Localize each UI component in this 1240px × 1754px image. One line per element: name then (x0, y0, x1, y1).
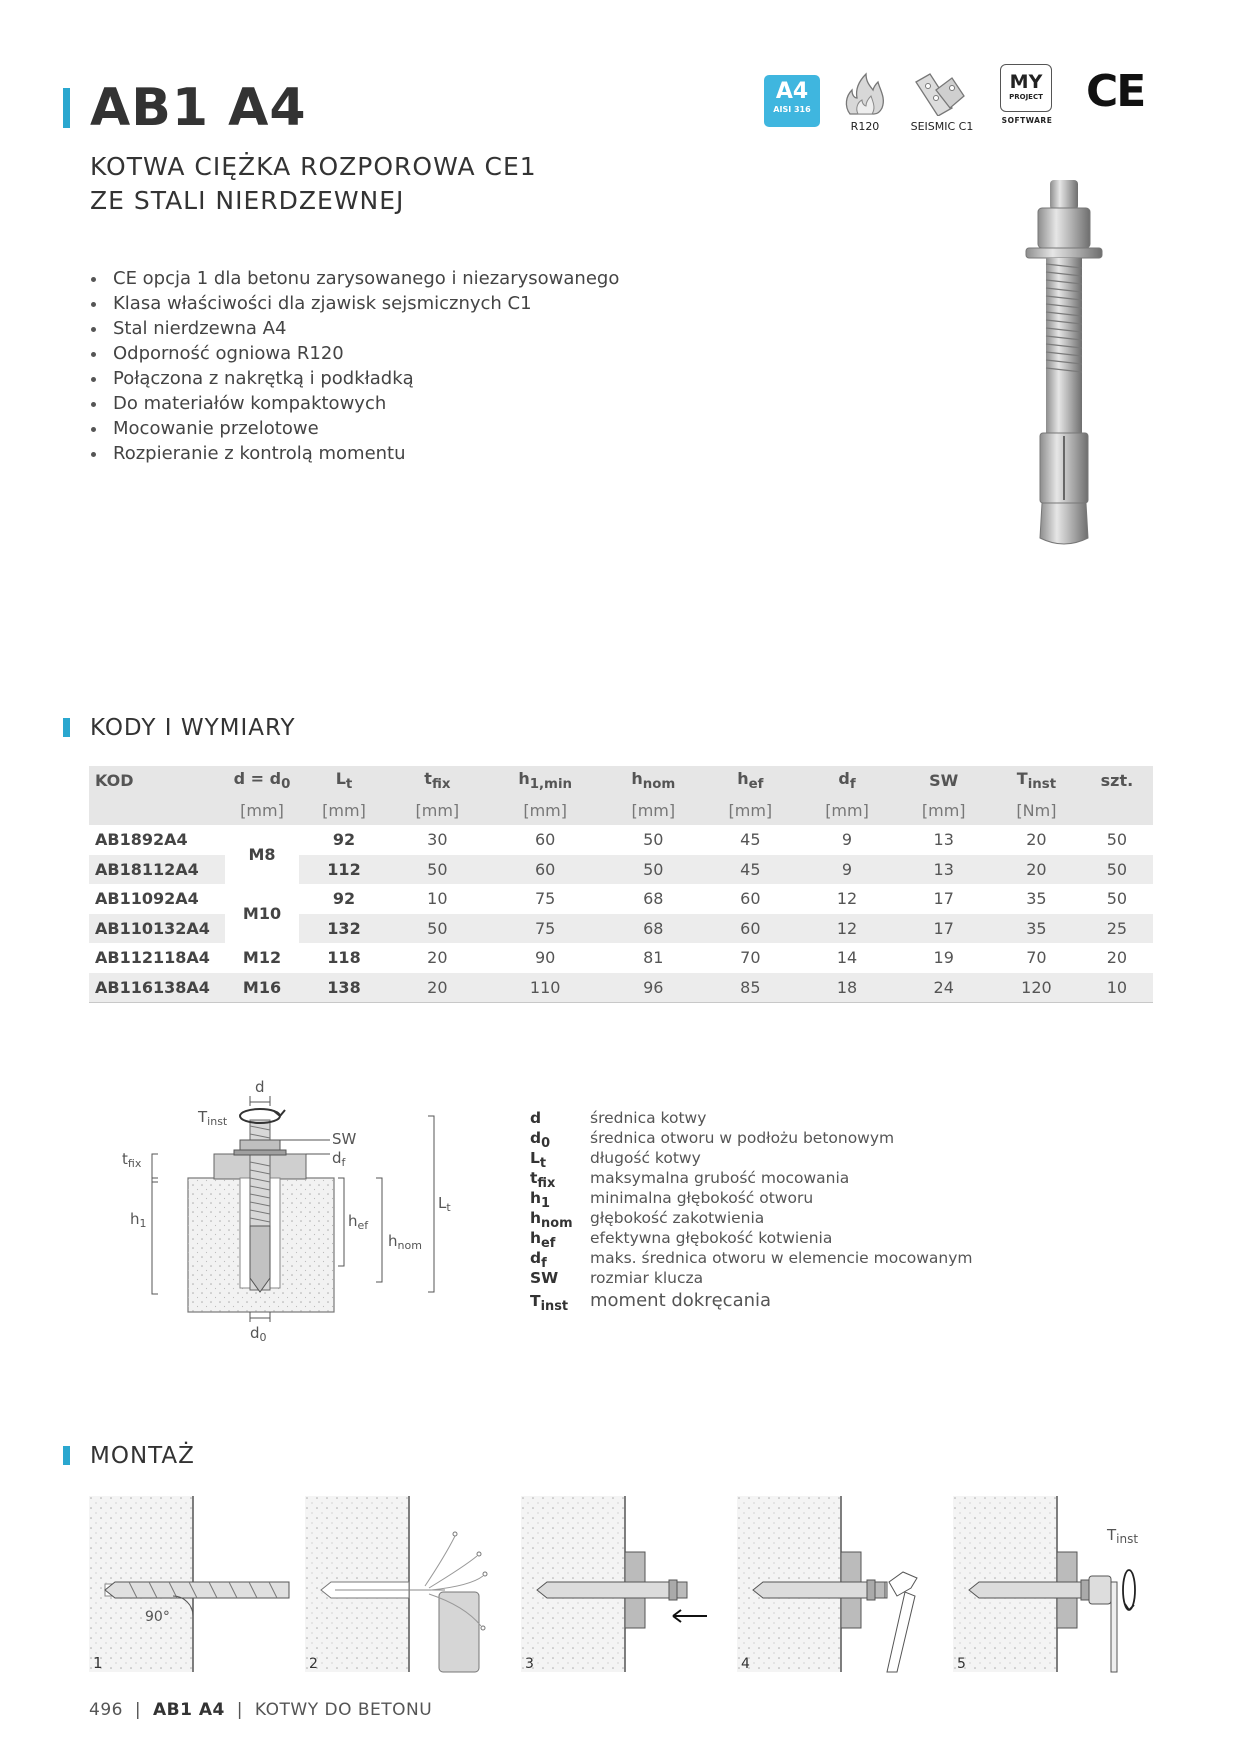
subtitle-line-2: ZE STALI NIERDZEWNEJ (90, 186, 405, 215)
unit-cell: [mm] (415, 800, 460, 820)
cell-sw: 19 (933, 948, 954, 968)
cell-tinst: 120 (992, 973, 1081, 1003)
cell-d: M12 (225, 943, 299, 973)
table-units-row (89, 796, 1153, 826)
codes-section-accent (63, 718, 70, 737)
header-h1min: $h_{1,min}$ (518, 769, 573, 793)
seismic-icon (906, 72, 978, 116)
cell-h1: 110 (486, 973, 605, 1003)
cell-tinst: 70 (1026, 948, 1047, 968)
tinst-label: $T_{inst}$ (1107, 1526, 1139, 1546)
cell-h1: 75 (534, 918, 556, 938)
header-lt: $L_t$ (335, 769, 353, 793)
cell-df: 14 (836, 948, 858, 968)
list-item: CE opcja 1 dla betonu zarysowanego i niezarysowanego (88, 266, 619, 291)
cell-h1: 90 (534, 948, 556, 968)
seismic-badge (906, 72, 978, 132)
cell-code: AB11092A4 (95, 889, 199, 909)
fire-badge (842, 72, 888, 132)
cell-hef: 60 (740, 918, 761, 938)
footer-product: AB1 A4 (153, 1700, 225, 1720)
cell-tfix: 20 (389, 973, 486, 1003)
header-d: $d = d_0$ (233, 769, 291, 793)
cell-tinst: 20 (1026, 859, 1047, 879)
label-d0: $d_0$ (250, 1324, 267, 1344)
cell-h1: 75 (534, 889, 556, 909)
table-row (89, 825, 1153, 855)
assembly-step-1 (89, 1496, 289, 1672)
cell-hnom: 50 (643, 830, 664, 850)
myproject-main: MY (1009, 71, 1043, 93)
header-kod: KOD (95, 771, 134, 791)
unit-cell: [mm] (825, 800, 869, 820)
codes-section-title: KODY I WYMIARY (90, 715, 296, 741)
cell-hnom: 68 (643, 918, 664, 938)
cell-hef: 85 (702, 973, 799, 1003)
label-tfix: $t_{fix}$ (122, 1150, 142, 1170)
cell-h1: 60 (534, 830, 556, 850)
legend-row: $t_{fix}$ maksymalna grubość mocowania (530, 1169, 850, 1192)
assembly-section-title: MONTAŻ (90, 1443, 195, 1469)
step-number: 3 (525, 1656, 534, 1672)
cell-sw: 13 (933, 830, 954, 850)
cell-tinst: 35 (1026, 889, 1047, 909)
cell-df: 18 (799, 973, 896, 1003)
header-tinst: $T_{inst}$ (1016, 769, 1057, 793)
cell-hef: 45 (740, 859, 761, 879)
label-hef: $h_{ef}$ (348, 1212, 369, 1232)
myproject-sub: SOFTWARE (1001, 116, 1053, 125)
codes-table (89, 766, 1153, 1003)
a4-badge (764, 75, 820, 127)
footer-separator: | (134, 1700, 142, 1720)
step-number: 5 (957, 1656, 966, 1672)
flame-icon (842, 72, 888, 116)
label-hnom: $h_{nom}$ (388, 1232, 422, 1252)
myproject-badge (1000, 64, 1054, 130)
cell-lt: 138 (299, 973, 389, 1003)
cell-sw: 13 (933, 859, 954, 879)
table-row (89, 973, 1153, 1003)
unit-cell: [mm] (631, 800, 676, 820)
myproject-logo (1000, 64, 1052, 112)
page-footer (89, 1700, 432, 1720)
cell-tinst: 35 (1026, 918, 1047, 938)
table-row (89, 884, 1153, 914)
header-hnom: $h_{nom}$ (631, 769, 676, 793)
cell-lt: 92 (332, 830, 356, 850)
cell-hnom: 96 (605, 973, 702, 1003)
cell-hnom: 68 (643, 889, 664, 909)
symbol-legend (530, 1108, 973, 1315)
cell-hef: 60 (740, 889, 761, 909)
cell-df: 12 (836, 889, 858, 909)
label-tinst: $T_{inst}$ (198, 1108, 228, 1128)
page-number: 496 (89, 1700, 123, 1720)
cell-qty: 10 (1081, 973, 1153, 1003)
ce-mark: CE (1086, 66, 1145, 117)
title-accent-bar (63, 88, 70, 128)
cell-df: 12 (836, 918, 858, 938)
cell-d: M10 (225, 884, 299, 943)
anchor-bolt-image (1004, 178, 1124, 558)
cell-qty: 20 (1106, 948, 1128, 968)
cell-qty: 25 (1106, 918, 1128, 938)
seismic-badge-label: SEISMIC C1 (910, 120, 974, 133)
cell-lt: 112 (327, 859, 361, 879)
angle-label: 90° (145, 1609, 170, 1625)
feature-list (88, 266, 619, 466)
cell-code: AB112118A4 (95, 948, 210, 968)
cell-tfix: 30 (427, 830, 448, 850)
cell-hef: 45 (740, 830, 761, 850)
a4-badge-sub: AISI 316 (773, 105, 811, 114)
assembly-section-accent (63, 1446, 70, 1465)
cell-d: M8 (225, 825, 299, 884)
cell-qty: 50 (1106, 830, 1128, 850)
label-h1: $h_1$ (130, 1210, 147, 1230)
unit-cell: [mm] (322, 800, 366, 820)
legend-row: $h_{nom}$ głębokość zakotwienia (530, 1209, 765, 1232)
cell-hnom: 50 (643, 859, 664, 879)
cell-code: AB110132A4 (95, 918, 210, 938)
cell-code: AB1892A4 (95, 830, 188, 850)
cell-code: AB116138A4 (89, 973, 225, 1003)
step-number: 2 (309, 1656, 318, 1672)
footer-separator: | (236, 1700, 243, 1720)
cell-code: AB18112A4 (95, 859, 199, 879)
cell-hef: 70 (740, 948, 761, 968)
unit-cell (1081, 796, 1153, 826)
header-sw: SW (929, 771, 959, 791)
cell-lt: 92 (332, 889, 356, 909)
header-qty: szt. (1100, 771, 1134, 791)
unit-cell: [mm] (728, 800, 773, 820)
a4-badge-main: A4 (775, 79, 809, 104)
table-row (89, 943, 1153, 973)
cell-sw: 24 (895, 973, 992, 1003)
assembly-step-2 (305, 1496, 487, 1672)
myproject-mid: PROJECT (1009, 93, 1043, 101)
unit-cell: [mm] (921, 800, 966, 820)
header-df: $d_f$ (838, 769, 856, 793)
step-number: 4 (741, 1656, 750, 1672)
cell-df: 9 (841, 859, 853, 879)
cell-tfix: 50 (427, 918, 448, 938)
cell-sw: 17 (933, 889, 954, 909)
cell-tinst: 20 (1026, 830, 1047, 850)
legend-row: $h_1$ minimalna głębokość otworu (530, 1189, 814, 1212)
product-subtitle (90, 150, 537, 218)
assembly-steps (89, 1496, 1169, 1676)
unit-cell: [mm] (240, 800, 284, 820)
fire-badge-label: R120 (850, 120, 880, 133)
cell-h1: 60 (534, 859, 556, 879)
legend-row: d średnica kotwy (530, 1109, 707, 1127)
cell-hnom: 81 (643, 948, 664, 968)
assembly-step-4 (737, 1496, 917, 1672)
list-item: Połączona z nakrętką i podkładką (88, 366, 619, 391)
legend-row: $d_0$ średnica otworu w podłożu betonowym (530, 1129, 895, 1152)
legend-row: SW rozmiar klucza (530, 1269, 704, 1287)
footer-category: KOTWY DO BETONU (254, 1700, 433, 1720)
legend-row: $L_t$ długość kotwy (530, 1149, 701, 1172)
cell-tfix: 20 (427, 948, 448, 968)
unit-cell (89, 796, 225, 826)
list-item: Klasa właściwości dla zjawisk sejsmicznych C1 (88, 291, 619, 316)
legend-row: $T_{inst}$ moment dokręcania (530, 1290, 772, 1315)
cell-lt: 118 (327, 948, 361, 968)
cell-sw: 17 (933, 918, 954, 938)
cell-d: M16 (225, 973, 299, 1003)
table-header-row (89, 766, 1153, 796)
cell-lt: 132 (327, 918, 361, 938)
list-item: Do materiałów kompaktowych (88, 391, 619, 416)
subtitle-line-1: KOTWA CIĘŻKA ROZPOROWA CE1 (90, 152, 537, 181)
cell-tfix: 50 (427, 859, 448, 879)
label-df: $d_f$ (332, 1149, 346, 1169)
list-item: Odporność ogniowa R120 (88, 341, 619, 366)
list-item: Stal nierdzewna A4 (88, 316, 619, 341)
legend-row: $d_f$ maks. średnica otworu w elemencie mocowanym (530, 1249, 973, 1272)
cell-qty: 50 (1106, 889, 1128, 909)
unit-cell: [Nm] (1016, 800, 1057, 820)
list-item: Rozpieranie z kontrolą momentu (88, 441, 619, 466)
cell-df: 9 (841, 830, 853, 850)
page-title: AB1 A4 (90, 78, 307, 138)
header-hef: $h_{ef}$ (737, 769, 764, 793)
dimension-diagram (110, 1066, 470, 1356)
unit-cell: [mm] (523, 800, 567, 820)
assembly-step-3 (521, 1496, 707, 1672)
cell-qty: 50 (1106, 859, 1128, 879)
step-number: 1 (93, 1654, 103, 1672)
header-tfix: $t_{fix}$ (424, 769, 451, 793)
label-d: d (255, 1078, 265, 1096)
legend-row: $h_{ef}$ efektywna głębokość kotwienia (530, 1229, 833, 1252)
cell-tfix: 10 (427, 889, 448, 909)
assembly-step-5 (953, 1496, 1138, 1672)
label-lt: $L_t$ (438, 1194, 451, 1214)
list-item: Mocowanie przelotowe (88, 416, 619, 441)
label-sw: SW (332, 1130, 357, 1148)
